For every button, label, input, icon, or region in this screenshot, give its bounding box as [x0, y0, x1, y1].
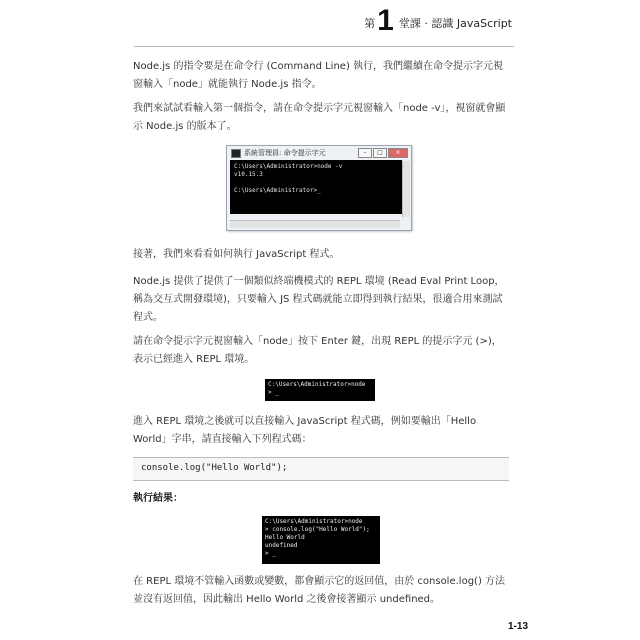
paragraph-intro: Node.js 的指令要是在命令行 (Command Line) 執行，我們繼續在命令提示字元視窗輸入「node」就能執行 Node.js 指令。 [133, 61, 504, 90]
paragraph-hello-world: 進入 REPL 環境之後就可以直接輸入 JavaScript 程式碼，例如要輸出「Hello World」字串，請直接輸入下列程式碼： [133, 416, 477, 445]
maximize-button[interactable]: □ [373, 148, 387, 158]
paragraph-first-command: 我們來試試看輸入第一個指令，請在命令提示字元視窗輸入「node -v」，視窗就會顯示 Node.js 的版本了。 [133, 103, 506, 132]
close-button[interactable]: × [388, 148, 408, 158]
cmd-window-titlebar [227, 146, 411, 160]
paragraph-run-js: 接著，我們來看看如何執行 JavaScript 程式。 [133, 249, 340, 260]
cmd-window [226, 145, 412, 231]
minimize-button[interactable]: – [358, 148, 372, 158]
chapter-number: 1 [377, 4, 394, 37]
code-line: console.log("Hello World"); [141, 463, 288, 473]
header-divider [134, 46, 514, 47]
horizontal-scrollbar[interactable] [230, 220, 400, 228]
chapter-header [364, 6, 512, 36]
chapter-title: 堂課 · 認識 JavaScript [398, 17, 512, 30]
vertical-scrollbar[interactable] [402, 161, 410, 217]
paragraph-return-value: 在 REPL 環境不管輸入函數或變數，都會顯示它的返回值，由於 console.log() 方法並沒有返回值，因此輸出 Hello World 之後會接著顯示 undefined。 [133, 576, 506, 605]
page-number: 1-13 [507, 621, 528, 632]
repl-snippet-enter: C:\Users\Administrator>node > _ [265, 379, 375, 401]
chapter-prefix: 第 [364, 17, 376, 30]
cmd-terminal-output: C:\Users\Administrator>node -v v10.15.3 C:\Users\Administrator>_ [230, 160, 402, 214]
result-label: 執行結果： [133, 493, 183, 504]
repl-snippet-result: C:\Users\Administrator>node > console.log("Hello World"); Hello World undefined > _ [262, 516, 380, 564]
paragraph-repl-intro: Node.js 提供了提供了一個類似終端機模式的 REPL 環境 (Read Eval Print Loop，稱為交互式開發環境)，只要輸入 JS 程式碼就能立即得到執行結果，很適合用來測試程式。 [133, 276, 505, 323]
paragraph-enter-repl: 請在命令提示字元視窗輸入「node」按下 Enter 鍵，出現 REPL 的提示字元 (>)，表示已經進入 REPL 環境。 [133, 336, 502, 365]
cmd-window-title: 系統管理員: 命令提示字元 [244, 149, 326, 157]
code-block [133, 457, 509, 481]
cmd-icon [231, 149, 241, 158]
